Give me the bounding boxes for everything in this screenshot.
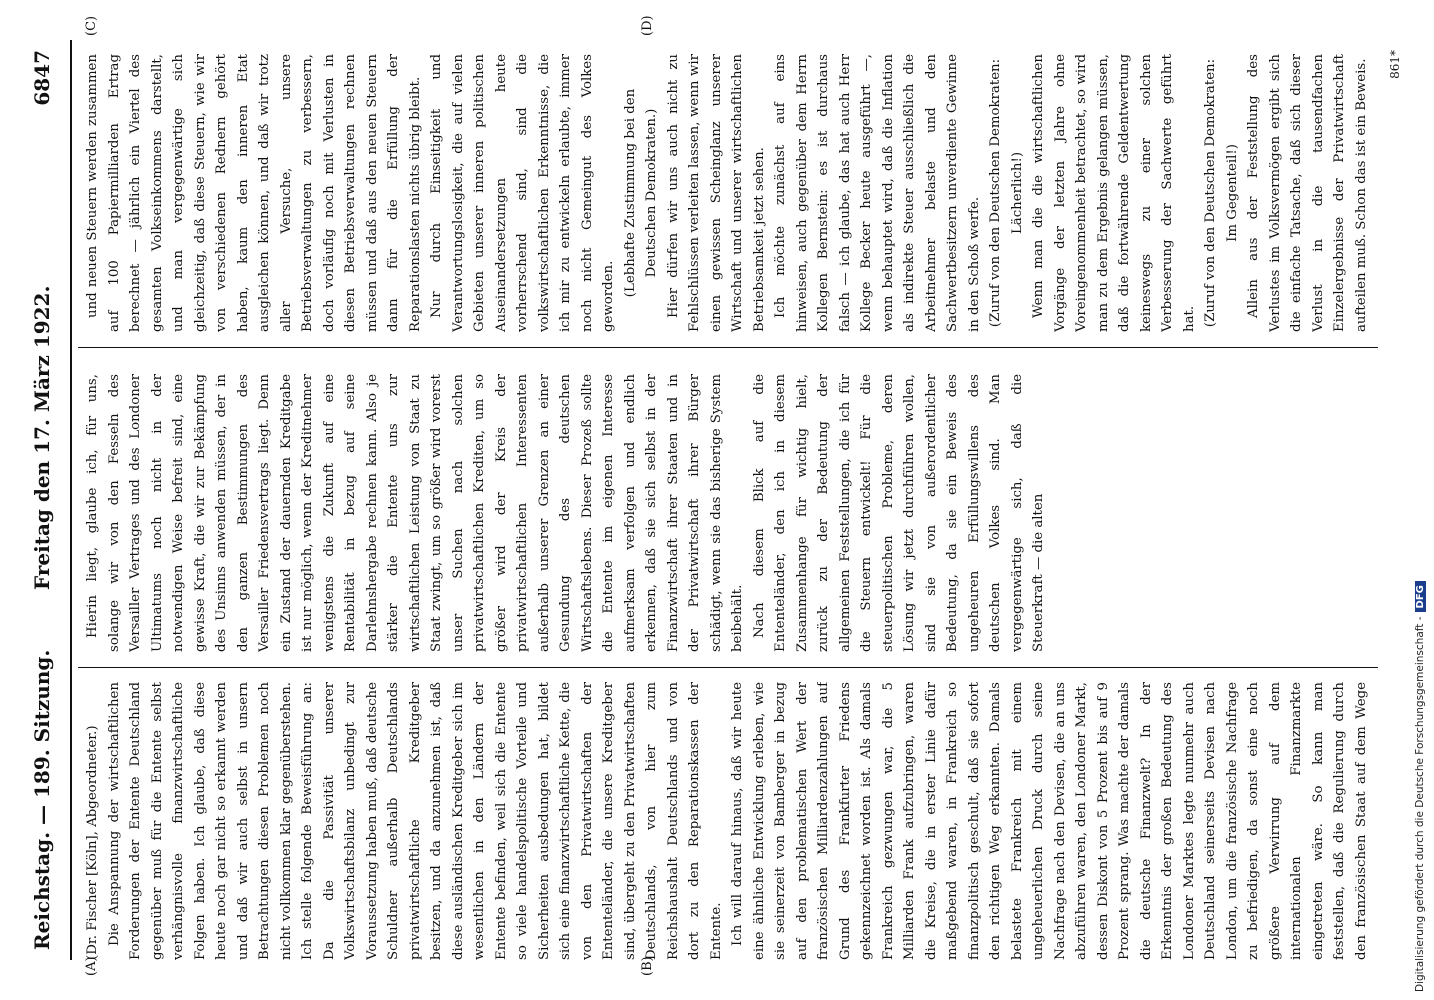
margin-mark-d: (D) [640,15,655,36]
paragraph: Hierin liegt, glaube ich, für uns, solange wir von den Fesseln des Versailler Vertrages und des Londoner Ultimatums noch nicht in der notwendigen Weise befreit sind, eine gewisse Kraft, die wir zur Bekämpfung des Unsinns anwenden müssen, der in den ganzen Bestimmungen des Versailler Friedensvertrags liegt. Denn ein Zustand der dauernden Kreditgabe ist nur möglich, wenn der Kreditnehmer wenigstens die Zukunft auf eine Rentabilität in bezug auf seine Darlehnshergabe rechnen kann. Also je stärker die Entente uns zur wirtschaftlichen Leistung von Staat zu Staat zwingt, um so größer wird vorerst unser Suchen nach solchen privatwirtschaftlichen Krediten, um so größer wird der Kreis der privatwirtschaftlichen Interessenten außerhalb unserer Grenzen an einer Gesundung des deutschen Wirtschaftslebens. Dieser Prozeß sollte die Entente im eigenen Interesse aufmerksam verfolgen und endlich erkennen, daß sie sich selbst in der Finanzwirtschaft ihrer Staaten und in der Privatwirtschaft ihrer Bürger schädigt, wenn sie das bisherige System beibehält. [85,374,745,652]
header-rule [70,40,72,960]
column-divider [78,347,1378,348]
page-footer-ref: 861* [1388,50,1402,79]
paragraph: Nach diesem Blick auf die Ententeländer, den ich in diesem Zusammenhange für wichtig hielt, zurück zu der Bedeutung der allgemeinen Feststellungen, die ich für die Steuern entwickelt! Für die steuerpolitischen Probleme, deren Lösung wir jetzt durchführen wollen, sind sie von außerordentlicher Bedeutung, da sie ein Beweis des ungeheuren Erfüllungswillens des deutschen Volkes sind. Man vergegenwärtige sich, daß die Steuerkraft — die alten [751,374,1046,652]
paragraph: (Dr. Fischer [Köln], Abgeordneter.) [85,725,100,960]
paragraph: Hier dürfen wir uns auch nicht zu Fehlschlüssen verleiten lassen, wenn wir einen gewissen Scheinglanz unserer Wirtschaft und unserer wirtschaftlichen Betriebsamkeit jetzt sehen. [665,54,767,332]
margin-mark-a: (A) [84,956,99,976]
text-column-right [82,54,1372,332]
paragraph: Ich möchte zunächst auf eins hinweisen, auch gegenüber dem Herrn Kollegen Bernstein: es ist durchaus falsch — ich glaube, das hat auch Herr Kollege Becker heute ausgeführt —, wenn behauptet wird, daß die Inflation als indirekte Steuer ausschließlich die Arbeitnehmer belaste und den Sachwertbesitzern unverdiente Gewinne in den Schoß werfe. [773,54,982,332]
header-session: Reichstag. — 189. Sitzung. [30,649,54,950]
header-page-number: 6847 [30,50,54,106]
paragraph: Die Anspannung der wirtschaftlichen Forderungen der Entente Deutschland gegenüber muß für die Entente selbst verhängnisvolle finanzwirtschaftliche Folgen haben. Ich glaube, daß diese heute noch gar nicht so erkannt werden und daß wir auch selbst in unsern Betrachtungen diesen Problemen noch nicht vollkommen klar gegenüberstehen. Ich stelle folgende Beweisführung an: Da die Passivität unserer Volkswirtschaftsbilanz unbedingt zur Voraussetzung haben muß, daß deutsche Schuldner außerhalb Deutschlands privatwirtschaftliche Kreditgeber besitzen, und da anzunehmen ist, daß diese ausländischen Kreditgeber sich im wesentlichen in den Ländern der Entente befinden, weil sich die Entente so viele handelspolitische Vorteile und Sicherheiten ausbedungen hat, bildet sich eine finanzwirtschaftliche Kette, die von den Privatwirtschaften der Ententeländer, die unsere Kreditgeber sind, übergeht zu den Privatwirtschaften Deutschlands, von hier zum Reichshaushalt Deutschlands und von dort zu den Reparationskassen der Entente. [106,682,724,960]
digitization-watermark [1414,8,1432,992]
paragraph: (Lebhafte Zustimmung bei den Deutschen Demokraten.) [622,88,659,298]
paragraph: Ich will darauf hinaus, daß wir heute eine ähnliche Entwicklung erleben, wie sie seinerzeit von Bamberger in bezug auf den problematischen Wert der französischen Milliardenzahlungen auf Grund des Frankfurter Friedens gekennzeichnet worden ist. Als damals Frankreich gezwungen war, die 5 Milliarden Frank aufzubringen, waren die Kreise, die in erster Linie dafür maßgebend waren, in Frankreich so finanzpolitisch geschult, daß sie sofort den richtigen Weg erkannten. Damals belastete Frankreich mit einem ungeheuerlichen Druck durch seine Nachfrage nach den Devisen, die an uns abzuführen waren, den Londoner Markt, dessen Diskont von 5 Prozent bis auf 9 Prozent sprang. Was machte der damals die deutsche Finanzwelt? In der Erkenntnis der großen Bedeutung des Londoner Marktes legte nunmehr auch Deutschland seinerseits Devisen nach London, um die französische Nachfrage zu befriedigen, da sonst eine noch größere Verwirrung auf dem internationalen Finanzmarkte eingetreten wäre. So kann man feststellen, daß die Regulierung durch den französischen Staat auf dem Wege [730,682,1369,960]
text-column-left [82,682,1372,960]
dfg-logo: DFG [1415,581,1426,612]
column-divider [78,667,1378,668]
paragraph: (Zuruf von den Deutschen Demokraten: Lächerlich!) [988,58,1025,328]
page-headline [30,50,60,950]
paragraph: Wenn man die die wirtschaftlichen Vorgänge der letzten Jahre ohne Voreingenommenheit betrachtet, so wird man zu dem Ergebnis gelangen müssen, daß die fortwährende Geldentwertung keineswegs zu einer solchen Verbesserung der Sachwerte geführt hat. [1031,54,1197,332]
margin-mark-c: (C) [84,15,99,36]
text-column-middle [82,374,1372,652]
watermark-text: Digitalisierung gefördert durch die Deutsche Forschungsgemeinschaft - [1414,616,1426,992]
paragraph: Nur durch Einseitigkeit und Verantwortungslosigkeit, die auf vielen Gebieten unserer inneren politischen Auseinandersetzungen heute vorherrschend sind, sind die volkswirtschaftlichen Erkenntnisse, die ich mir zu entwickeln erlaubte, immer noch nicht Gemeingut des Volkes geworden. [429,54,616,332]
paragraph: (Zuruf von den Deutschen Demokraten: Im Gegenteil!) [1203,58,1240,328]
rotated-newspaper-page [0,15,1408,980]
margin-mark-b: (B) [640,956,655,976]
header-date: Freitag den 17. März 1922. [30,285,54,590]
paragraph: Allein aus der Feststellung des Verlustes im Volksvermögen ergibt sich die einfache Tatsache, daß sich dieser Verlust in die tausendfachen Einzelergebnisse der Privatwirtschaft aufteilen muß. Schon das ist ein Beweis. [1246,54,1369,332]
paragraph: und neuen Steuern werden zusammen auf 100 Papiermilliarden Ertrag berechnet — jährlich ein Viertel des gesamten Volkseinkommens darstellt, und man vergegenwärtige sich gleichzeitig, daß diese Steuern, wie wir von verschiedenen Rednern gehört haben, kaum den inneren Etat ausgleichen können, und daß wir trotz aller Versuche, unsere Betriebsverwaltungen zu verbessern, doch vorläufig noch mit Verlusten in diesen Betriebsverwaltungen rechnen müssen und daß aus den neuen Steuern dann für die Erfüllung der Reparationslasten nichts übrig bleibt. [85,54,423,332]
